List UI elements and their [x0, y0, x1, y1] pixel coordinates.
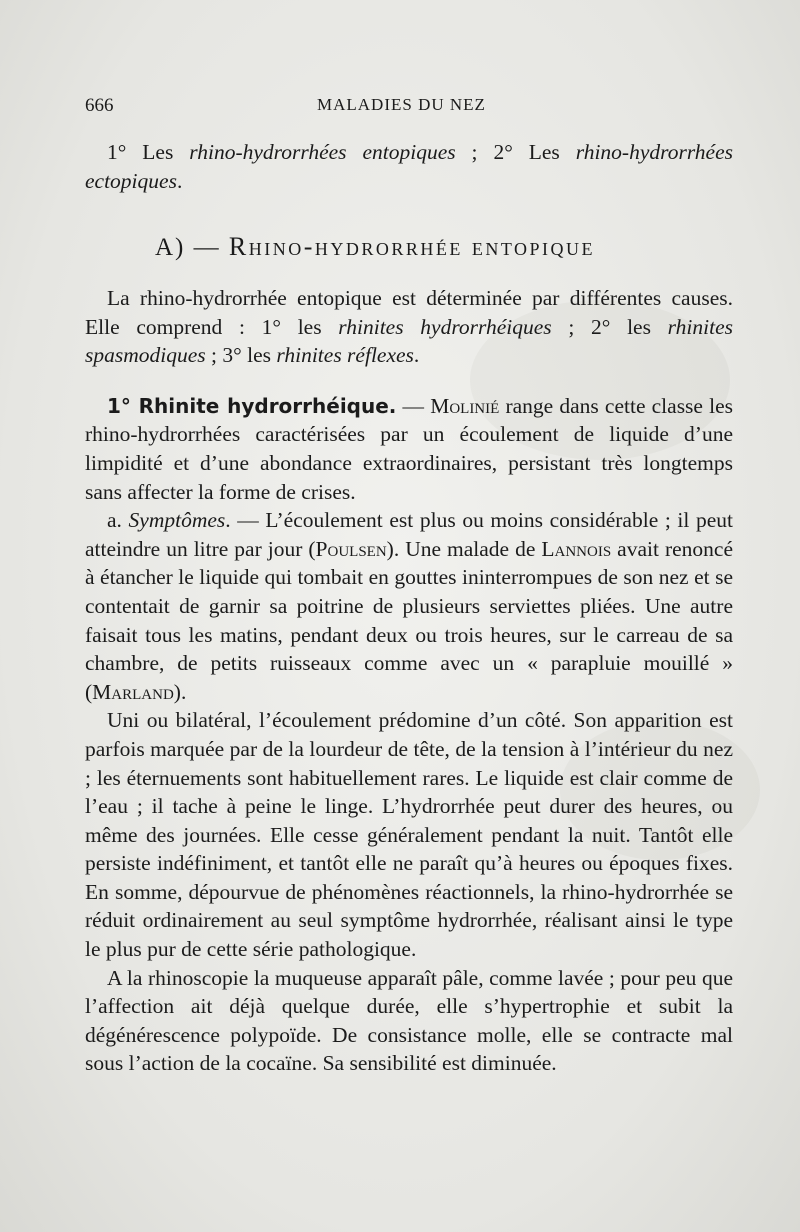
- section-prefix: A) —: [155, 234, 229, 261]
- body-text: [85, 284, 733, 1078]
- intro-paragraph: [85, 138, 733, 195]
- paragraph-rhinoscopie: A la rhinoscopie la muqueuse apparaît pâle, comme lavée ; pour peu que l’affection ait déjà quelque durée, elle s’hypertrophie et subit la dégénérescence polypoïde. De consistance molle, elle se contracte mal sous l’action de la cocaïne. Sa sensibilité est diminuée.: [85, 965, 733, 1076]
- author-name: Molinié: [430, 393, 500, 418]
- author-name: Marland: [92, 679, 174, 704]
- intro-text: .: [176, 168, 183, 193]
- text-run: ; 3° les: [205, 343, 277, 368]
- paragraph-causes: [85, 284, 733, 370]
- text-run: .: [413, 343, 420, 368]
- text-run: La rhino-hydrorrhée entopique est déterminée par différentes causes. Elle comprend : 1° les: [85, 286, 733, 339]
- text-run: . — L’écoulement est plus ou moins considérable ; il peut atteindre un litre par jour (: [85, 508, 733, 561]
- term: rhinites hydrorrhéiques: [338, 314, 552, 339]
- intro-text: 1° Les: [107, 140, 190, 164]
- author-name: Poulsen: [315, 536, 387, 561]
- section-title: Rhino-hydrorrhée entopique: [228, 232, 596, 261]
- section-heading: [155, 232, 715, 262]
- text-run: ). Une malade de: [386, 536, 542, 561]
- author-name: Lannois: [541, 536, 612, 561]
- text-run: range dans cette classe les rhino-hydrorrhées caractérisées par un écoulement de liquide d’une limpidité et d’une abondance extraordinaires, persistant très longtemps sans affecter la forme de crises.: [85, 393, 733, 504]
- intro-term: rhino-hydrorrhées entopiques: [189, 140, 456, 164]
- running-title: MALADIES DU NEZ: [317, 95, 486, 114]
- running-header: [85, 95, 725, 119]
- text-run: a.: [107, 508, 129, 533]
- text-run: ).: [173, 679, 187, 704]
- term: rhinites réflexes: [276, 343, 414, 368]
- intro-text: ; 2° Les: [455, 140, 576, 164]
- subsection-heading: 1° Rhinite hydrorrhéique.: [107, 393, 397, 418]
- paragraph-unilateral: Uni ou bilatéral, l’écoulement prédomine d’un côté. Son apparition est parfois marquée par de la lourdeur de tête, de la tension à l’intérieur du nez ; les éternuements sont habituellement rares. Le liquide est clair comme de l’eau ; il tache à peine le linge. L’hydrorrhée peut durer des heures, ou même des journées. Elle cesse généralement pendant la nuit. Tantôt elle persiste indéfiniment, et tantôt elle ne paraît qu’à heures ou époques fixes. En somme, dépourvue de phénomènes réactionnels, la rhino-hydrorrhée se réduit ordinairement au seul symptôme hydrorrhée, réalisant ainsi le type le plus pur de cette série pathologique.: [85, 708, 733, 962]
- text-run: avait renoncé à étancher le liquide qui tombait en gouttes ininterrompues de son nez et se contentait de garnir sa poitrine de plusieurs serviettes pliées. Une autre faisait tous les matins, pendant deux ou trois heures, sur le carreau de sa chambre, de petits ruisseaux comme avec un « parapluie mouillé » (: [85, 536, 733, 704]
- page-number: 666: [85, 95, 114, 116]
- paragraph-symptomes: [85, 506, 733, 706]
- text-run: ; 2° les: [551, 314, 668, 339]
- term: rhinites spasmodiques: [85, 314, 733, 368]
- paragraph-rhinite: [85, 392, 733, 506]
- intro-term: rhino-hydrorrhées ectopiques: [85, 140, 734, 193]
- term: Symptômes: [128, 508, 226, 533]
- text-run: —: [396, 393, 431, 418]
